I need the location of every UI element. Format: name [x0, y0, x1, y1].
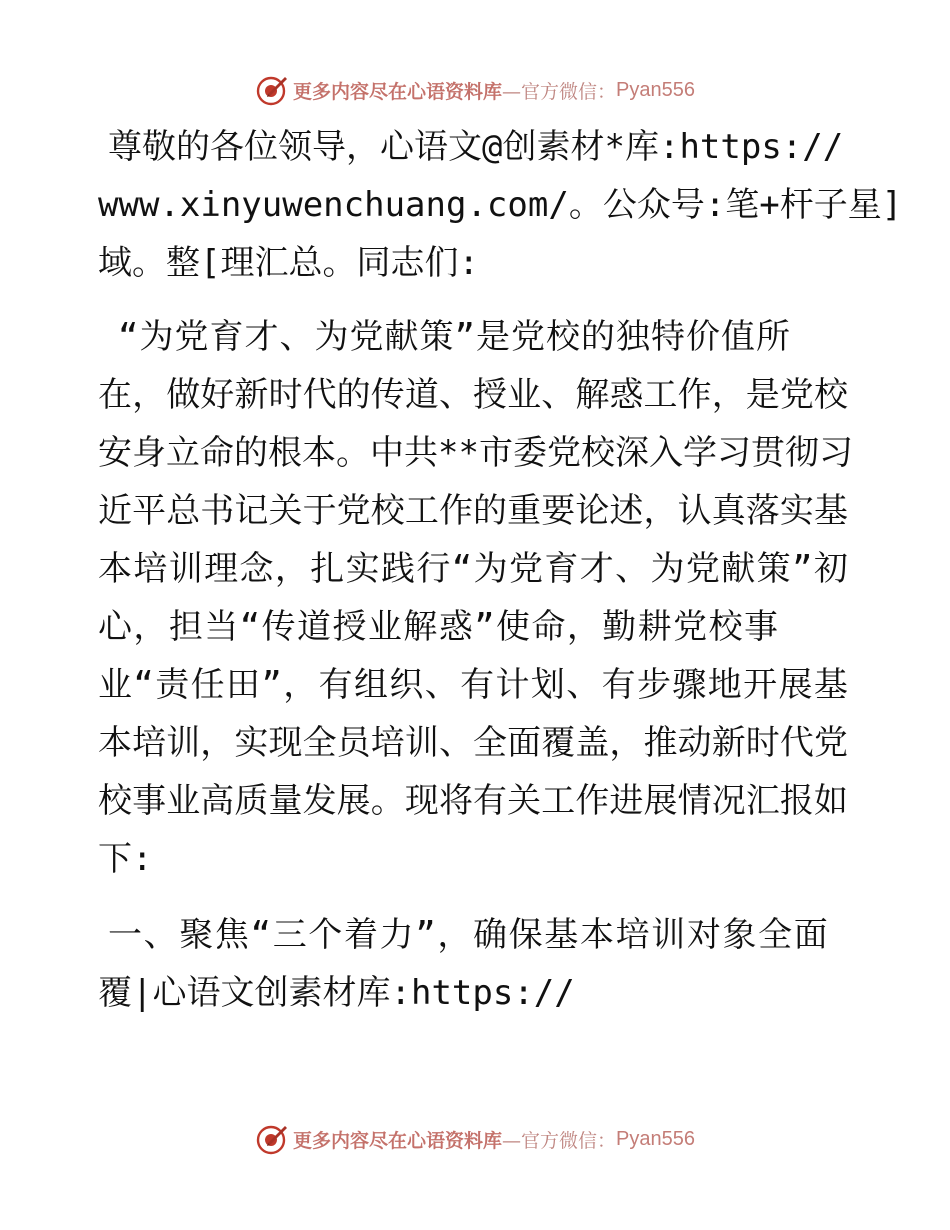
- body-line: www.xinyuwenchuang.com/ 。 公 众 号 : 笔 + 杆 子 星 ]: [98, 185, 903, 225]
- section-heading-line: 覆 | 心 语 文 创 素 材 库 : https://: [98, 973, 575, 1013]
- body-line: 本 培 训 ， 实 现 全 员 培 训 、 全 面 覆 盖 ， 推 动 新 时 代 党: [98, 723, 848, 763]
- header-brand-text: 更多内容尽在心语资料库: [293, 80, 503, 103]
- body-line: 尊 敬 的 各 位 领 导 ， 心 语 文 @ 创 素 材 * 库 : https://: [108, 127, 844, 167]
- body-line: 域。整[理汇总。同志们:: [98, 243, 479, 283]
- footer-wechat-label: —官方微信：: [502, 1129, 617, 1152]
- body-line: “ 为 党 育 才 、 为 党 献 策 ” 是 党 校 的 独 特 价 值 所: [118, 317, 790, 357]
- footer-wechat-account: Pyan556: [616, 1127, 695, 1150]
- footer-banner: [0, 1119, 950, 1159]
- body-line: 心 ， 担 当 “ 传 道 授 业 解 惑 ” 使 命 ， 勤 耕 党 校 事: [98, 607, 778, 647]
- body-line: 本 培 训 理 念 ， 扎 实 践 行 “ 为 党 育 才 、 为 党 献 策 ” 初: [98, 549, 848, 589]
- header-wechat-label: —官方微信：: [502, 80, 617, 103]
- body-line: 校 事 业 高 质 量 发 展 。 现 将 有 关 工 作 进 展 情 况 汇 报 如: [98, 781, 848, 821]
- section-heading-line: 一 、 聚 焦 “ 三 个 着 力 ” ， 确 保 基 本 培 训 对 象 全 面: [108, 915, 828, 955]
- body-line: 业 “ 责 任 田 ” ， 有 组 织 、 有 计 划 、 有 步 骤 地 开 展 基: [98, 665, 848, 705]
- header-banner: [0, 70, 950, 110]
- body-line: 近 平 总 书 记 关 于 党 校 工 作 的 重 要 论 述 ， 认 真 落 实 基: [98, 491, 848, 531]
- footer-brand-text: 更多内容尽在心语资料库: [293, 1129, 503, 1152]
- header-wechat-account: Pyan556: [616, 78, 695, 101]
- body-line: 安 身 立 命 的 根 本 。 中 共 ** 市 委 党 校 深 入 学 习 贯 彻 习: [98, 433, 853, 473]
- body-line: 下:: [98, 839, 153, 879]
- pen-circle-logo-icon: [255, 73, 289, 107]
- body-line: 在 ， 做 好 新 时 代 的 传 道 、 授 业 、 解 惑 工 作 ， 是 党 校: [98, 375, 848, 415]
- pen-circle-logo-icon: [255, 1122, 289, 1156]
